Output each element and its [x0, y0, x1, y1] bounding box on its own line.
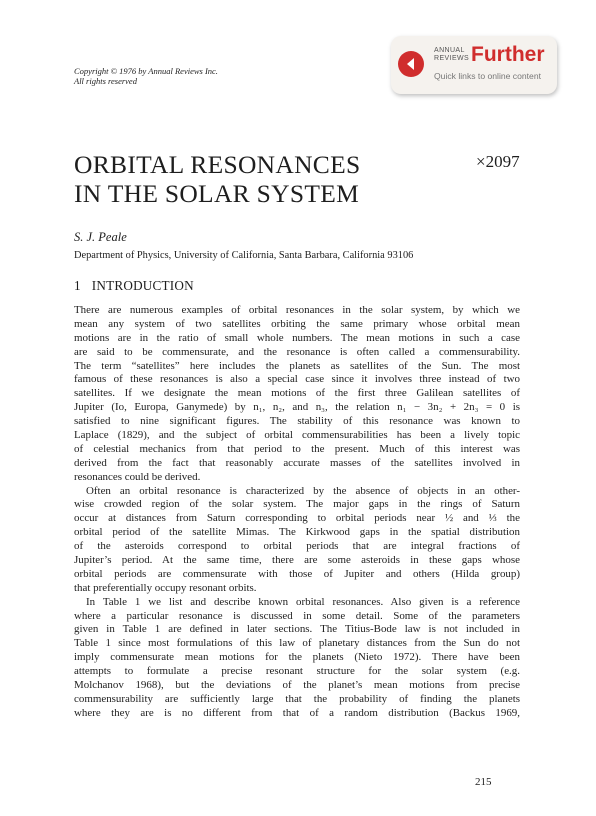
page-number: 215 — [475, 776, 492, 788]
text-line: where they are is no different from that of a random distribution (Backus 1969, — [74, 706, 520, 719]
reviews-label: REVIEWS — [434, 55, 470, 62]
copyright-notice — [74, 66, 218, 86]
text-line: of the asteroids correspond to orbital periods that are integral fractions of — [74, 540, 520, 553]
text-line: motions are in the ratio of small whole numbers. The mean motions in such a case — [74, 331, 520, 344]
body-text — [74, 304, 520, 721]
text-line: Laplace (1829), and the subject of orbital commensurabilities has been a lively topic — [74, 429, 520, 442]
text-line: imply commensurate mean motions for the planets (Nieto 1972). There have been — [74, 651, 520, 664]
section-title: INTRODUCTION — [91, 278, 194, 293]
annual-reviews-logo-text — [434, 47, 469, 63]
text-line: Table 1 since most formulations of this law of planetary distances from the Sun do not — [74, 637, 520, 650]
title-line: ORBITAL RESONANCES — [74, 150, 361, 179]
text-line: commensurability are sufficiently large that the probability of finding the planets — [74, 692, 520, 705]
copyright-line: Copyright © 1976 by Annual Reviews Inc. — [74, 66, 218, 76]
text-line: derived from the fact that reasonably accurate masses of the satellites involved in — [74, 456, 520, 469]
text-line: of celestial mechanics from that period to the present. Much of this interest was — [74, 442, 520, 455]
text-line: There are numerous examples of orbital resonances in the solar system, by which we — [74, 304, 520, 316]
paragraph — [74, 596, 520, 721]
text-line: given in Table 1 are defined in later sections. The Titius-Bode law is not included in — [74, 623, 520, 636]
further-links-badge[interactable] — [391, 36, 557, 94]
annual-label: ANNUAL — [434, 47, 465, 54]
author-affiliation: Department of Physics, University of California, Santa Barbara, California 93106 — [74, 250, 414, 261]
text-line: mean any system of two satellites orbiting the same primary whose orbital mean — [74, 317, 520, 330]
text-line: orbital periods are commensurate with those of Jupiter and others (Hilda group) — [74, 567, 520, 580]
text-line: Often an orbital resonance is characterized by the absence of objects in an other- — [86, 484, 520, 497]
text-line: orbital period of the satellite Mimas. The Kirkwood gaps in the spatial distribution — [74, 526, 520, 539]
text-line: resonances could be derived. — [74, 470, 201, 483]
section-heading — [74, 278, 194, 294]
text-line: In Table 1 we list and describe known orbital resonances. Also given is a reference — [86, 595, 520, 608]
text-line: Jupiter (Io, Europa, Ganymede) by n₁, n₂, and n₃, the relation n₁ − 3n₂ + 2n₃ = 0 is — [74, 401, 520, 414]
paragraph — [74, 304, 520, 485]
text-line: are said to be commensurate, and the resonance is often called a commensurability. — [74, 345, 520, 358]
text-line: Molchanov 1968), but the deviations of the planet’s mean motions from precise — [74, 679, 520, 692]
further-label: Further — [471, 43, 545, 66]
rights-line: All rights reserved — [74, 76, 137, 86]
text-line: that preferentially occupy resonant orbits. — [74, 581, 257, 594]
author-name: S. J. Peale — [74, 230, 127, 244]
text-line: The term “satellites” here includes the planets as satellites of the Sun. The most — [74, 359, 520, 372]
text-line: occur at distances from Saturn corresponding to orbital periods near ½ and ⅓ the — [74, 512, 520, 525]
title-line: IN THE SOLAR SYSTEM — [74, 179, 360, 208]
text-line: satellites. If we designate the mean motions of the first three Galilean satellites of — [74, 387, 520, 400]
text-line: satisfied to nine significant figures. The stability of this resonance was known to — [74, 415, 520, 428]
article-title — [74, 150, 360, 208]
text-line: Jupiter’s period. At the same time, there are some asteroids in these gaps whose — [74, 554, 520, 567]
article-number: ×2097 — [476, 152, 520, 171]
text-line: where a particular resonance is discussed in some detail. Some of the parameters — [74, 609, 520, 622]
section-number: 1 — [74, 278, 81, 293]
paragraph — [74, 485, 520, 596]
left-arrow-icon — [398, 51, 424, 77]
quick-links-label: Quick links to online content — [434, 71, 542, 81]
text-line: famous of these resonances is also a special case since it involves three instead of two — [74, 373, 520, 386]
text-line: attempts to formulate a precise resonant structure for the solar system (e.g. — [74, 665, 520, 678]
text-line: wise crowded region of the solar system. The major gaps in the rings of Saturn — [74, 498, 520, 511]
